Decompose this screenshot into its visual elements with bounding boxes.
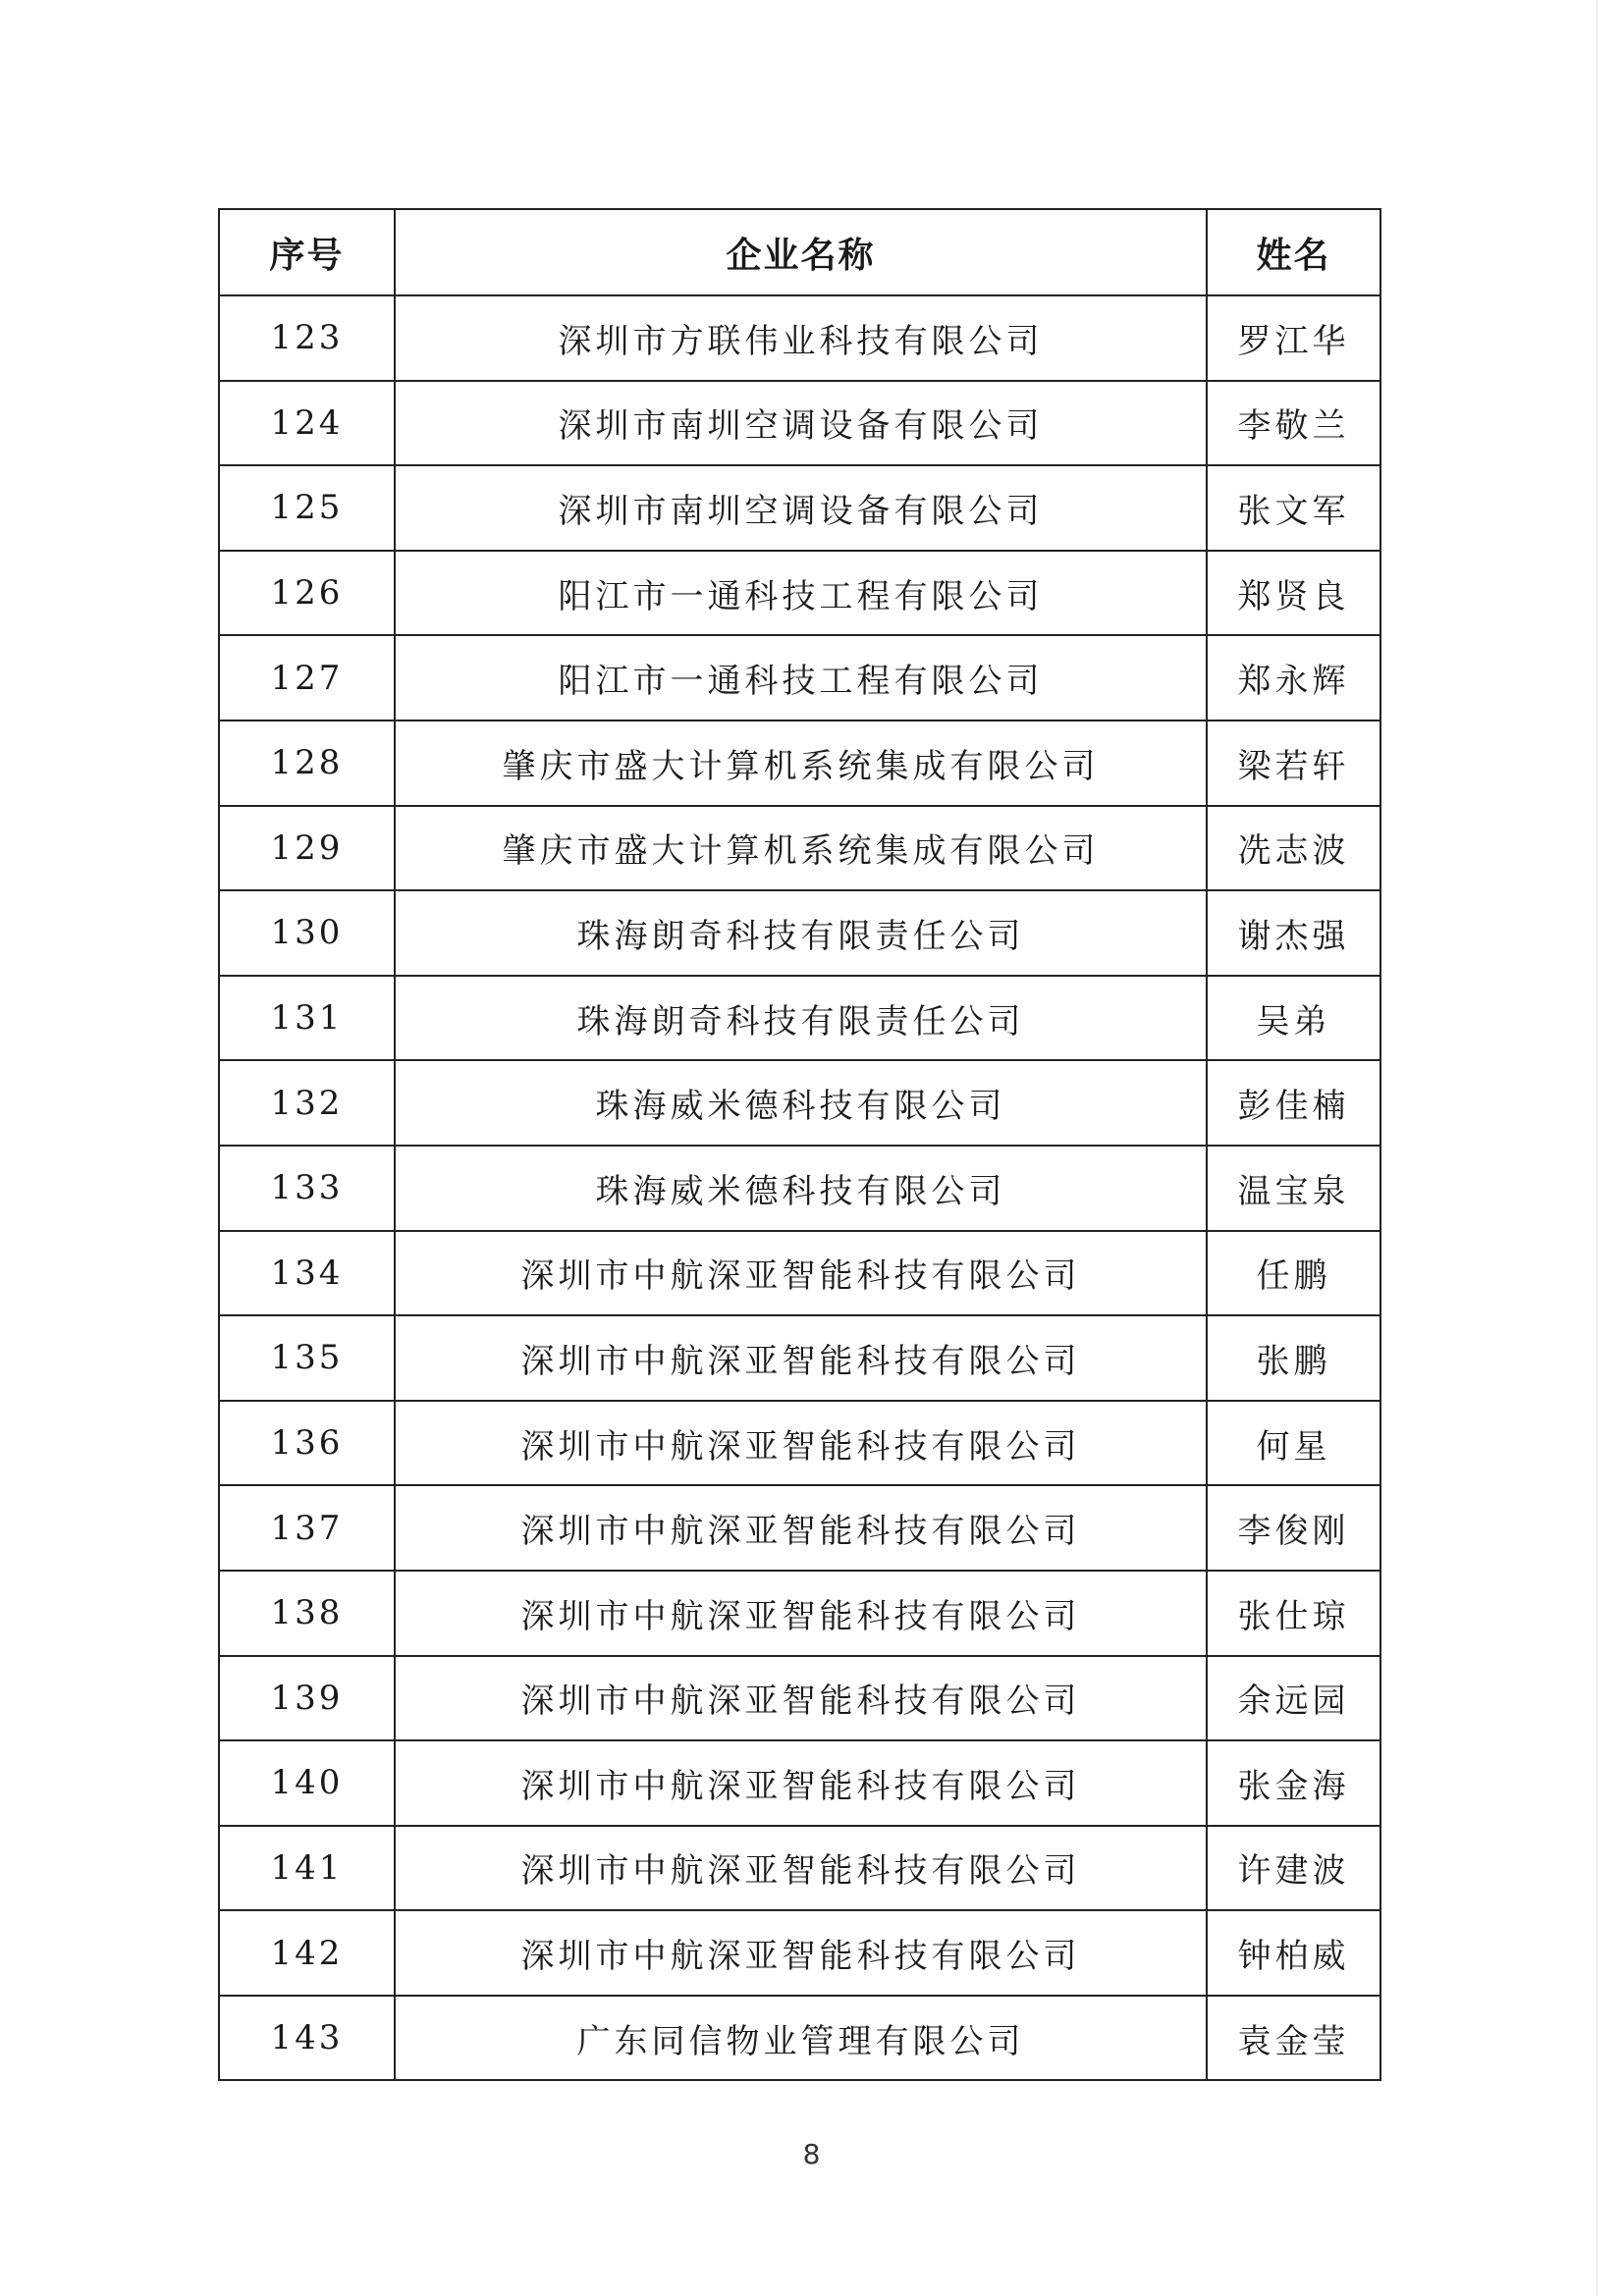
table-row (219, 295, 1380, 381)
seq-cell: 125 (219, 465, 395, 551)
seq-cell: 136 (219, 1401, 395, 1486)
table-row (219, 1315, 1380, 1401)
table-row (219, 1401, 1380, 1486)
header-name: 姓名 (1207, 209, 1380, 295)
person-name-cell: 张金海 (1207, 1740, 1380, 1826)
table-row (219, 1485, 1380, 1571)
company-cell: 深圳市方联伟业科技有限公司 (395, 295, 1207, 381)
person-name-cell: 李俊刚 (1207, 1485, 1380, 1571)
person-name-cell: 温宝泉 (1207, 1146, 1380, 1231)
person-name-cell: 郑永辉 (1207, 635, 1380, 721)
person-name-cell: 吴弟 (1207, 976, 1380, 1061)
table-row (219, 551, 1380, 636)
seq-cell: 131 (219, 976, 395, 1061)
person-name-cell: 李敬兰 (1207, 381, 1380, 466)
company-cell: 肇庆市盛大计算机系统集成有限公司 (395, 806, 1207, 891)
person-name-cell: 袁金莹 (1207, 1996, 1380, 2081)
seq-cell: 140 (219, 1740, 395, 1826)
seq-cell: 130 (219, 890, 395, 976)
table-row (219, 1826, 1380, 1911)
table-row (219, 721, 1380, 806)
table-row (219, 381, 1380, 466)
seq-cell: 129 (219, 806, 395, 891)
table-row (219, 465, 1380, 551)
header-company: 企业名称 (395, 209, 1207, 295)
company-cell: 广东同信物业管理有限公司 (395, 1996, 1207, 2081)
company-cell: 阳江市一通科技工程有限公司 (395, 551, 1207, 636)
company-cell: 珠海朗奇科技有限责任公司 (395, 976, 1207, 1061)
table-row (219, 806, 1380, 891)
seq-cell: 142 (219, 1910, 395, 1996)
table-row (219, 1910, 1380, 1996)
person-name-cell: 彭佳楠 (1207, 1060, 1380, 1146)
company-cell: 深圳市中航深亚智能科技有限公司 (395, 1826, 1207, 1911)
person-name-cell: 何星 (1207, 1401, 1380, 1486)
table-row (219, 1656, 1380, 1741)
company-cell: 深圳市中航深亚智能科技有限公司 (395, 1910, 1207, 1996)
person-name-cell: 谢杰强 (1207, 890, 1380, 976)
seq-cell: 133 (219, 1146, 395, 1231)
table-row (219, 1231, 1380, 1316)
table-row (219, 1060, 1380, 1146)
seq-cell: 138 (219, 1571, 395, 1656)
company-cell: 深圳市中航深亚智能科技有限公司 (395, 1315, 1207, 1401)
scan-edge-divider (1596, 0, 1597, 2296)
table-row (219, 1996, 1380, 2081)
seq-cell: 126 (219, 551, 395, 636)
table-row (219, 976, 1380, 1061)
table-row (219, 1571, 1380, 1656)
table-row (219, 890, 1380, 976)
roster-table (218, 208, 1381, 2081)
company-cell: 珠海威米德科技有限公司 (395, 1146, 1207, 1231)
page-number: 8 (802, 2138, 821, 2170)
person-name-cell: 张仕琼 (1207, 1571, 1380, 1656)
table-header-row (219, 209, 1380, 295)
seq-cell: 123 (219, 295, 395, 381)
person-name-cell: 许建波 (1207, 1826, 1380, 1911)
table-row (219, 635, 1380, 721)
person-name-cell: 任鹏 (1207, 1231, 1380, 1316)
company-cell: 深圳市南圳空调设备有限公司 (395, 381, 1207, 466)
company-cell: 深圳市中航深亚智能科技有限公司 (395, 1656, 1207, 1741)
seq-cell: 139 (219, 1656, 395, 1741)
company-cell: 深圳市中航深亚智能科技有限公司 (395, 1740, 1207, 1826)
person-name-cell: 罗江华 (1207, 295, 1380, 381)
company-cell: 珠海威米德科技有限公司 (395, 1060, 1207, 1146)
company-cell: 深圳市中航深亚智能科技有限公司 (395, 1571, 1207, 1656)
table-body (219, 295, 1380, 2080)
person-name-cell: 钟柏威 (1207, 1910, 1380, 1996)
seq-cell: 141 (219, 1826, 395, 1911)
seq-cell: 137 (219, 1485, 395, 1571)
seq-cell: 134 (219, 1231, 395, 1316)
person-name-cell: 张文军 (1207, 465, 1380, 551)
company-cell: 深圳市南圳空调设备有限公司 (395, 465, 1207, 551)
header-seq: 序号 (219, 209, 395, 295)
company-cell: 深圳市中航深亚智能科技有限公司 (395, 1401, 1207, 1486)
seq-cell: 124 (219, 381, 395, 466)
person-name-cell: 张鹏 (1207, 1315, 1380, 1401)
company-cell: 深圳市中航深亚智能科技有限公司 (395, 1231, 1207, 1316)
person-name-cell: 郑贤良 (1207, 551, 1380, 636)
seq-cell: 128 (219, 721, 395, 806)
table-row (219, 1740, 1380, 1826)
person-name-cell: 梁若轩 (1207, 721, 1380, 806)
seq-cell: 127 (219, 635, 395, 721)
seq-cell: 132 (219, 1060, 395, 1146)
company-cell: 肇庆市盛大计算机系统集成有限公司 (395, 721, 1207, 806)
company-cell: 阳江市一通科技工程有限公司 (395, 635, 1207, 721)
table-row (219, 1146, 1380, 1231)
company-cell: 深圳市中航深亚智能科技有限公司 (395, 1485, 1207, 1571)
company-cell: 珠海朗奇科技有限责任公司 (395, 890, 1207, 976)
person-name-cell: 冼志波 (1207, 806, 1380, 891)
seq-cell: 135 (219, 1315, 395, 1401)
person-name-cell: 余远园 (1207, 1656, 1380, 1741)
seq-cell: 143 (219, 1996, 395, 2081)
